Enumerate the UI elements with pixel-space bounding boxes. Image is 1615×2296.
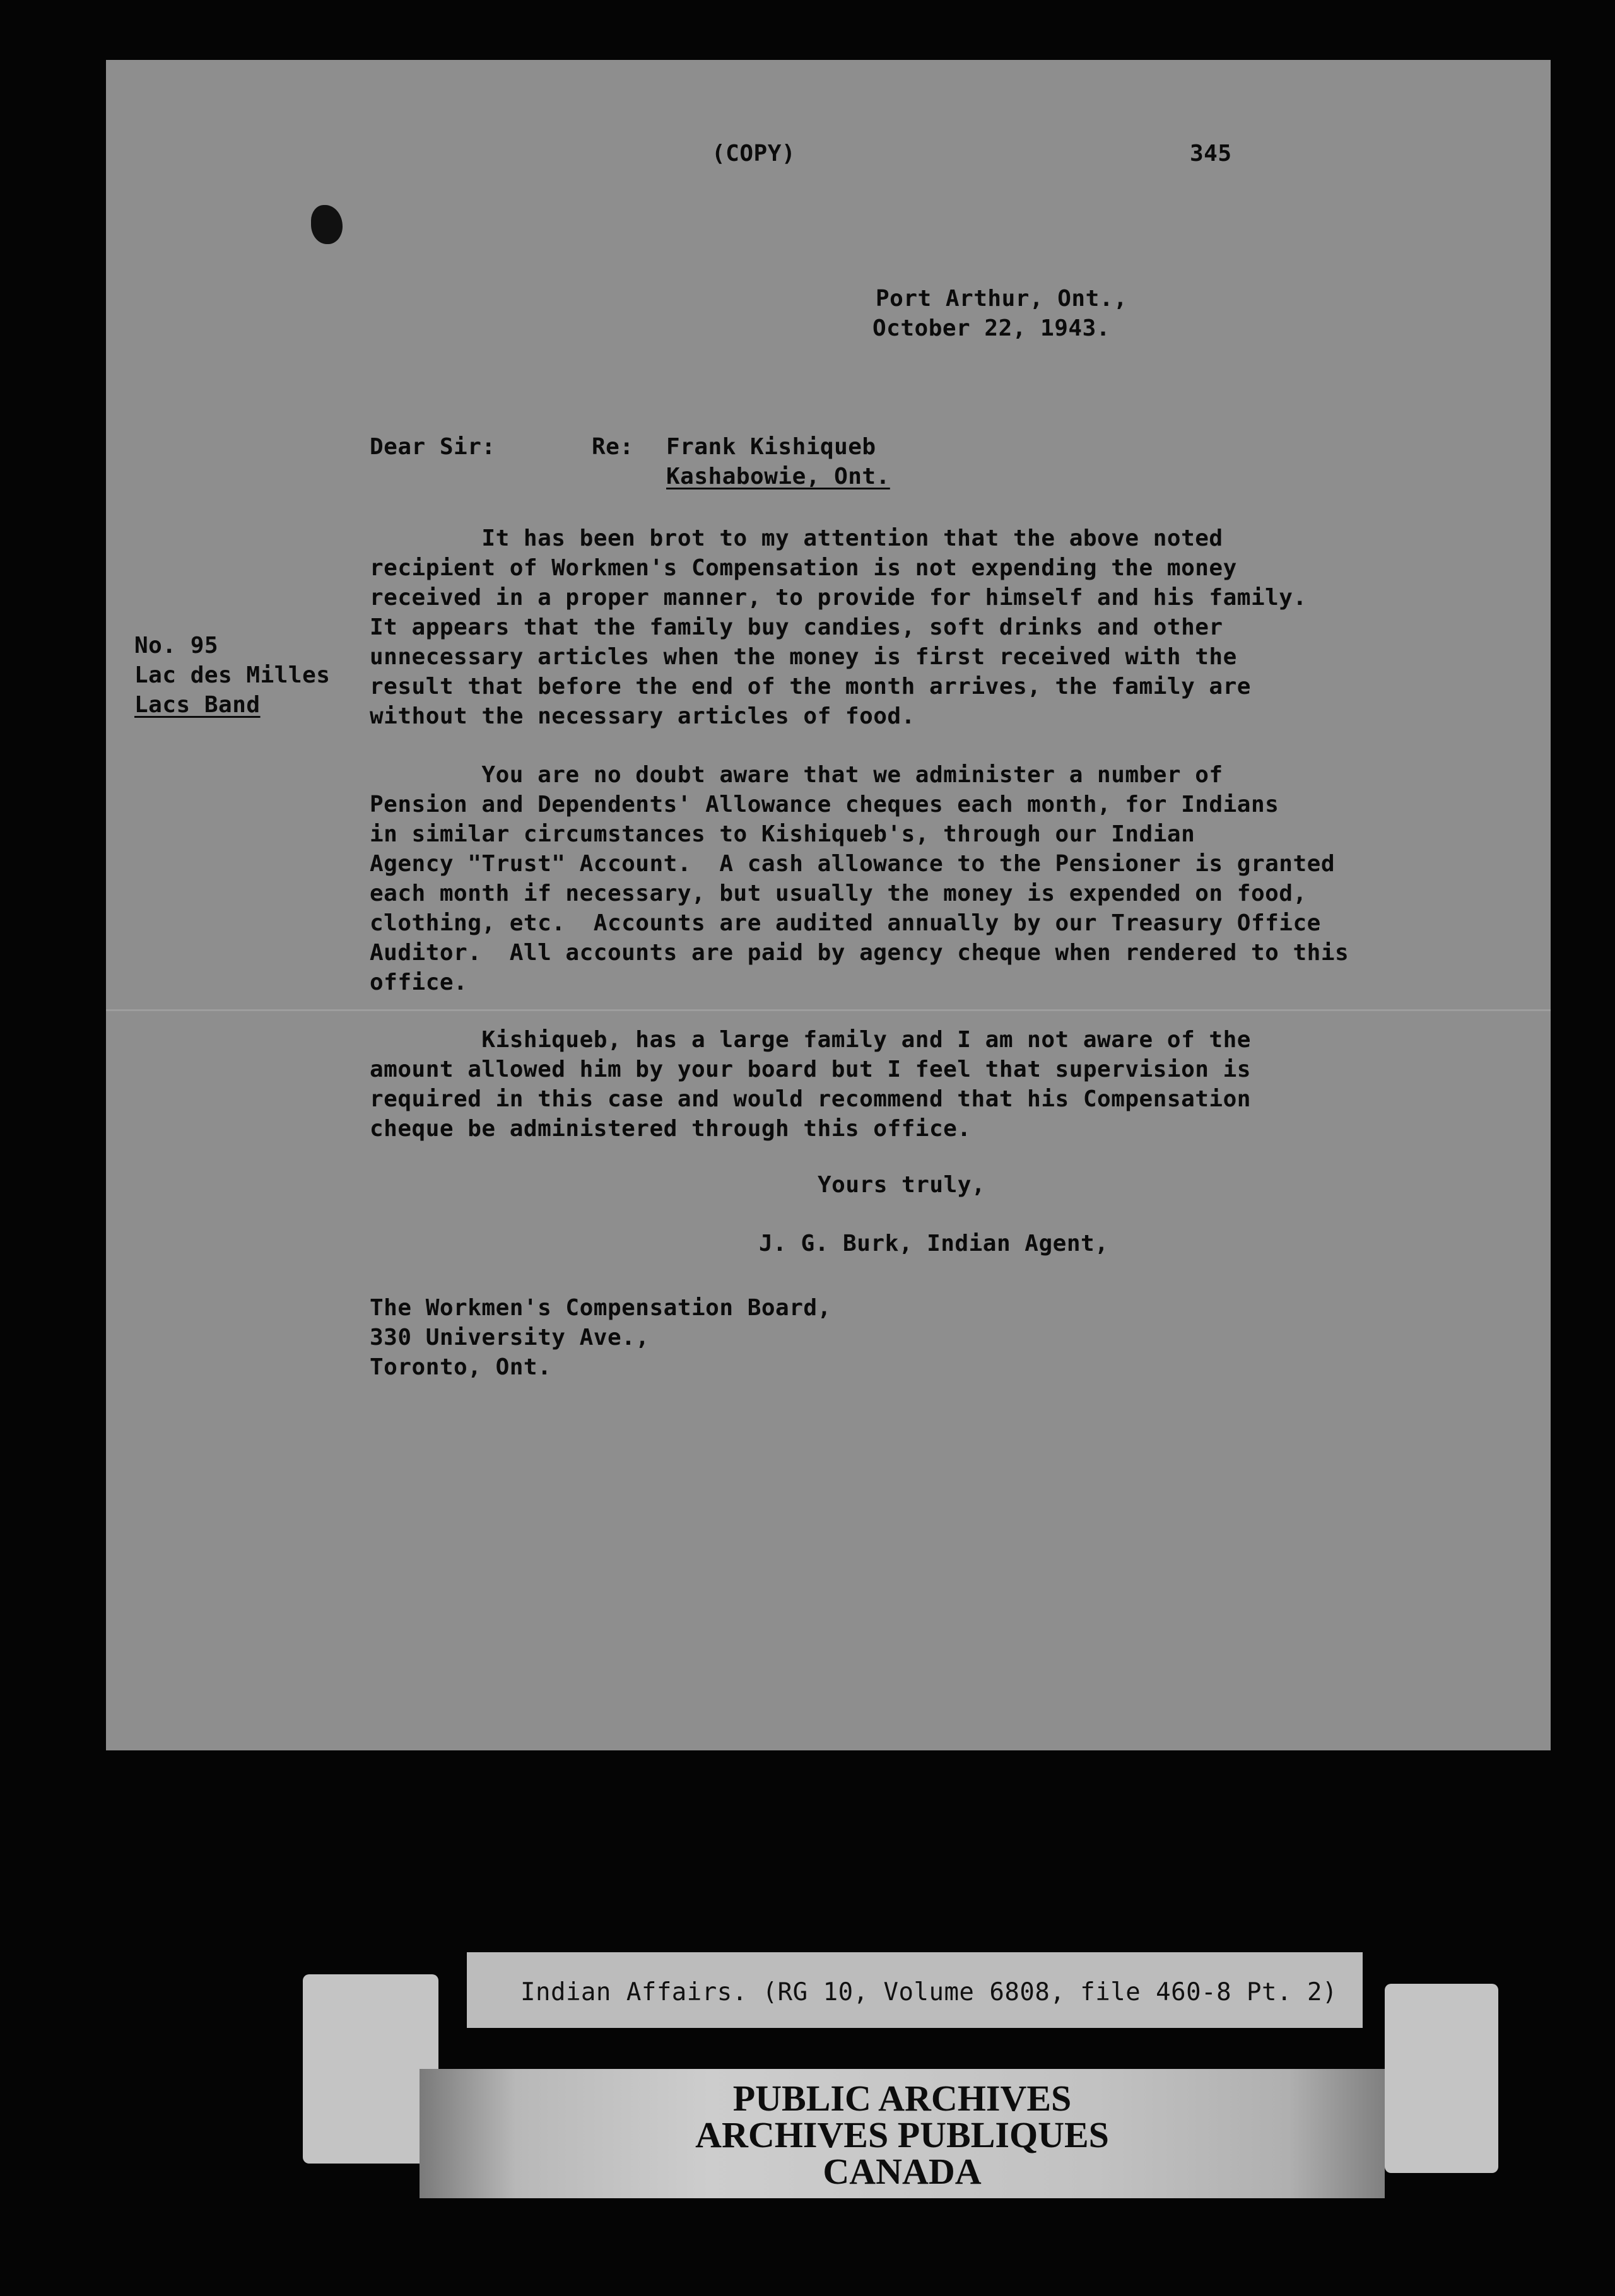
- re-name: Frank Kishiqueb: [666, 434, 876, 460]
- body-line: It has been brot to my attention that the above noted: [370, 525, 1223, 551]
- stamp-line: ARCHIVES PUBLIQUES: [695, 2114, 1109, 2155]
- archive-reference: Indian Affairs. (RG 10, Volume 6808, file 460-8 Pt. 2): [520, 1978, 1337, 2006]
- addressee-line: 330 University Ave.,: [370, 1325, 650, 1350]
- body-line: Agency "Trust" Account. A cash allowance to the Pensioner is granted: [370, 851, 1335, 877]
- body-line: amount allowed him by your board but I feel that supervision is: [370, 1057, 1251, 1082]
- fold-line: [106, 1009, 1551, 1011]
- archive-reference-label: [467, 1952, 1363, 2028]
- body-line: in similar circumstances to Kishiqueb's, through our Indian: [370, 821, 1195, 847]
- body-line: each month if necessary, but usually the money is expended on food,: [370, 881, 1307, 906]
- body-line: unnecessary articles when the money is first received with the: [370, 644, 1237, 670]
- letter-place: Port Arthur, Ont.,: [876, 286, 1128, 312]
- salutation: Dear Sir:: [370, 434, 496, 460]
- re-label: Re:: [592, 434, 634, 460]
- body-line: Auditor. All accounts are paid by agency cheque when rendered to this: [370, 940, 1349, 966]
- addressee-line: Toronto, Ont.: [370, 1354, 552, 1380]
- archives-stamp: [420, 2069, 1385, 2198]
- tape-right: [1385, 1984, 1498, 2173]
- body-line: required in this case and would recommend that his Compensation: [370, 1086, 1251, 1112]
- signature: J. G. Burk, Indian Agent,: [759, 1231, 1109, 1256]
- copy-mark: (COPY): [712, 141, 796, 167]
- body-line: Kishiqueb, has a large family and I am not aware of the: [370, 1027, 1251, 1053]
- body-line: It appears that the family buy candies, soft drinks and other: [370, 614, 1223, 640]
- re-place: Kashabowie, Ont.: [666, 464, 890, 489]
- stamp-line: CANADA: [823, 2151, 982, 2192]
- letter-page: [106, 60, 1551, 1750]
- margin-note-line: Lacs Band: [134, 692, 261, 718]
- body-line: cheque be administered through this office.: [370, 1116, 972, 1142]
- body-line: Pension and Dependents' Allowance cheques each month, for Indians: [370, 792, 1279, 817]
- body-line: clothing, etc. Accounts are audited annually by our Treasury Office: [370, 910, 1321, 936]
- tape-left: [303, 1974, 438, 2164]
- body-line: recipient of Workmen's Compensation is not expending the money: [370, 555, 1237, 581]
- addressee-line: The Workmen's Compensation Board,: [370, 1295, 831, 1321]
- body-line: received in a proper manner, to provide for himself and his family.: [370, 585, 1307, 611]
- body-line: result that before the end of the month arrives, the family are: [370, 674, 1251, 700]
- page-number: 345: [1190, 141, 1232, 167]
- margin-note-line: Lac des Milles: [134, 662, 331, 688]
- body-line: office.: [370, 969, 468, 995]
- body-line: without the necessary articles of food.: [370, 703, 915, 729]
- stamp-line: PUBLIC ARCHIVES: [732, 2078, 1072, 2119]
- closing: Yours truly,: [818, 1172, 986, 1198]
- margin-note-line: No. 95: [134, 633, 219, 659]
- letter-date: October 22, 1943.: [872, 315, 1110, 341]
- ink-blot: [311, 205, 343, 244]
- body-line: You are no doubt aware that we administer a number of: [370, 762, 1223, 788]
